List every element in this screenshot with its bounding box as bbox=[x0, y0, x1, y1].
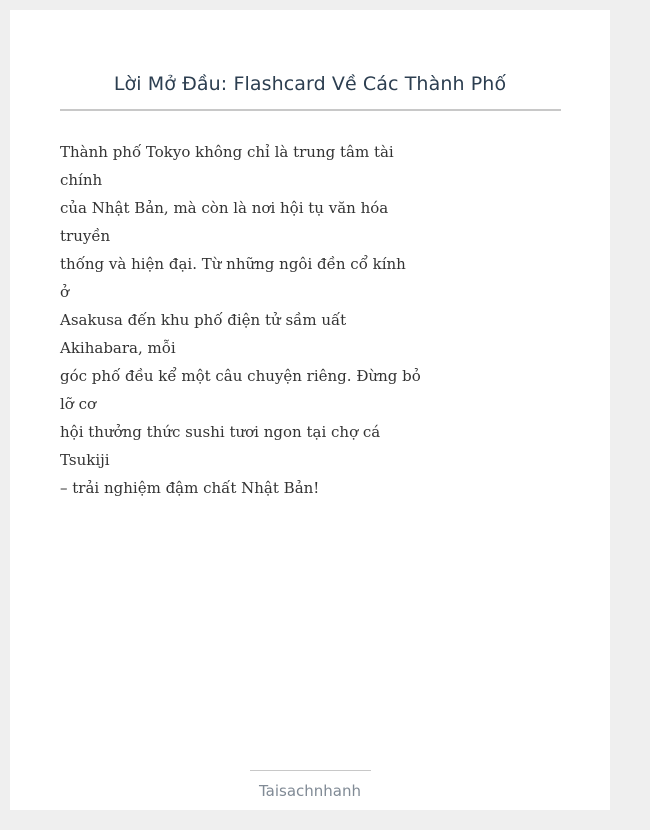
title-divider bbox=[60, 109, 561, 111]
body-line: thống và hiện đại. Từ những ngôi đền cổ kính bbox=[60, 255, 406, 273]
body-line: hội thưởng thức sushi tươi ngon tại chợ cá bbox=[60, 423, 381, 441]
document-page bbox=[10, 10, 610, 810]
body-line: Thành phố Tokyo không chỉ là trung tâm tài bbox=[60, 143, 394, 161]
body-line: Akihabara, mỗi bbox=[60, 339, 176, 357]
body-line: của Nhật Bản, mà còn là nơi hội tụ văn hóa bbox=[60, 199, 389, 217]
body-line: Asakusa đến khu phố điện tử sầm uất bbox=[60, 311, 347, 329]
body-line: lỡ cơ bbox=[60, 395, 97, 413]
footer-brand: Taisachnhanh bbox=[258, 782, 362, 800]
body-line: Tsukiji bbox=[60, 451, 110, 469]
body-line: chính bbox=[60, 171, 103, 189]
body-line: ở bbox=[60, 283, 70, 301]
body-paragraph bbox=[60, 138, 421, 502]
page-title: Lời Mở Đầu: Flashcard Về Các Thành Phố bbox=[113, 73, 507, 95]
body-line: truyền bbox=[60, 227, 111, 245]
body-line: – trải nghiệm đậm chất Nhật Bản! bbox=[60, 479, 320, 497]
body-line: góc phố đều kể một câu chuyện riêng. Đừng bỏ bbox=[60, 367, 421, 385]
footer-divider bbox=[250, 770, 371, 771]
